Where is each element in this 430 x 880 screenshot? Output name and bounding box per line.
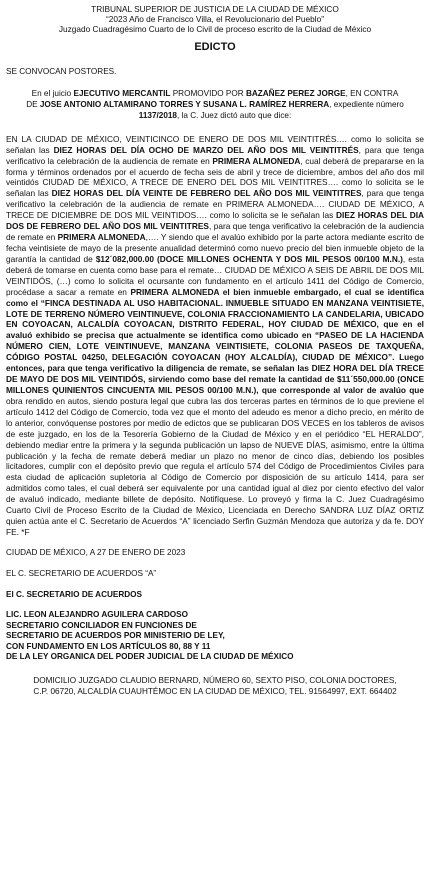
intro-text: , la C. Juez dictó auto que dice: — [177, 111, 292, 120]
body-text: , cual deberá de prepararse en la forma y términos ordenados por el acuerdo de fecha seis de abril y trece de diciembre, ambos del año dos mil veintidós CIUDAD DE MÉXICO, A TRECE DE ENERO DEL DOS MIL VEINTITRES…. como lo solicita se le señalan las — [6, 155, 424, 199]
body-text: , para que tenga verificativo la celebración de la audiencia de remate en — [6, 221, 424, 243]
secretary-title: El C. SECRETARIO DE ACUERDOS — [6, 589, 143, 599]
edict-body — [6, 134, 424, 538]
auction-round: PRIMERA ALMONEDA — [212, 155, 301, 166]
auction-round: PRIMERA ALMONEDA — [57, 232, 146, 243]
auction-date-3: DIEZ HORAS DEL DIA DOS DE FEBRERO DEL AÑO DOS MIL VEINTITRES — [6, 210, 424, 232]
signature-block — [6, 610, 424, 662]
property-description: PRIMERA ALMONEDA el bien inmueble embargado, el cual se identifica como el “FINCA DESTINADA AL USO HABITACIONAL. INMUEBLE SITUADO EN MANZANA VEINTISIETE, LOTE DE TERRENO NÚMERO VEINTINUEVE, COLONIA FRACCIONAMIENTO LA CANDELARIA, UBICADO EN COYOACAN, ALCALDÍA COYOACAN, DISTRITO FEDERAL, HOY CIUDAD DE MÉXICO, que en el avaluó exhibido se precisa que actualmente se identifica como ubicado en “PASEO DE LA HACIENDA NÚMERO CIEN, LOTE VEINTINUEVE, MANZANA VEINTISIETE, COLONIA PASEOS DE TAXQUEÑA, CÓDIGO POSTAL 04250, DELEGACIÓN COYOACAN (HOY ALCALDÍA), CIUDAD DE MÉXICO”. Luego entonces, para que tenga verificativo la diligencia de remate, se señalan las DIEZ HORA DEL DÍA TRECE DE MAYO DE DOS MIL VEINTIDÓS, sirviendo como base del remate la cantidad de $11´550,000.00 (ONCE MILLONES QUINIENTOS CINCUENTA MIL PESOS 00/100 M.N.), que corresponde al valor de avalúo que — [6, 286, 425, 395]
signature-line: SECRETARIO CONCILIADOR EN FUNCIONES DE — [6, 620, 197, 630]
signature-line: CON FUNDAMENTO EN LOS ARTÍCULOS 80, 88 Y 11 — [6, 641, 211, 651]
auction-date-1: DIEZ HORAS DEL DÍA OCHO DE MARZO DEL AÑO DOS MIL VEINTITRÉS — [53, 144, 359, 155]
convocation-line: SE CONVOCAN POSTORES. — [6, 66, 117, 76]
intro-text: En el juicio — [31, 89, 74, 99]
signature-line: LIC. LEON ALEJANDRO AGUILERA CARDOSO — [6, 610, 188, 620]
body-text: obra rendido en autos, siendo postura legal que cubra las dos terceras partes en términos de lo que previene el artículo 1412 del Código de Comercio, toda vez que el monto del adeudo es menor a dicho precio, en mérito de lo anterior, convóquense postores por medio de edictos que se publicaran DOS VECES en los tableros de avisos de este juzgado, en los de la Tesorería Gobierno de la Ciudad de México y en el periódico “EL HERALDO”, debiendo mediar entre la primera y la segunda publicación un lapso de NUEVE DÍAS, asimismo, entre la última publicación y la fecha de remate deberá mediar un plazo no menor de cinco días, debiendo los posibles licitadores, cumplir con el depósito previo que regula el artículo 574 del Código de Procedimientos Civiles para esta ciudad de aplicación supletoria al Código de Comercio por disposición de su artículo 1414, para ser admitidos como tales, el cual deberá ser equivalente por una cantidad igual al diez por ciento efectivo del valor de avaluó indicado, mediante billete de depósito. Notifíquese. Lo proveyó y firma la C. Juez Cuadragésimo Cuarto Civil de Proceso Escrito de la Ciudad de México, Licenciada en Derecho SANDRA LUZ DÍAZ ORTIZ quien actúa ante el C. Secretario de Acuerdos “A” licenciado Serfin Guzmán Mendoza que autoriza y da fe. DOY FE. *F — [6, 395, 424, 537]
intro-text: PROMOVIDO POR — [170, 89, 246, 99]
secretary-a-line: EL C. SECRETARIO DE ACUERDOS “A” — [6, 568, 157, 578]
body-text: ,…. Y siendo que el avalúo exhibido por la parte actora mediante escrito de fecha veintisiete de mayo de la presente anualidad determinó como nuevo precio del bien inmueble objeto de la garantía la cantidad de — [6, 232, 424, 264]
court-division: Juzgado Cuadragésimo Cuarto de lo Civil de proceso escrito de la Ciudad de México — [58, 24, 372, 35]
signature-line: SECRETARIO DE ACUERDOS POR MINISTERIO DE LEY, — [6, 631, 225, 641]
body-text: , para que tenga verificativo la celebración de la audiencia de remate en PRIMERA ALMONEDA…. CIUDAD DE MÉXICO, A TRECE DE DICIEMBRE DE DOS MIL VEINTIDOS…. como lo solicita se le señalan las — [6, 188, 424, 221]
address-line: C.P. 06720, ALCALDÍA CUAUHTÉMOC EN LA CIUDAD DE MÉXICO, TEL. 91564997, EXT. 664402 — [33, 686, 397, 696]
body-text: EN LA CIUDAD DE MÉXICO, VEINTICINCO DE ENERO DE DOS MIL VEINTITRÉS…. como lo solicita se señalan las — [6, 133, 424, 155]
intro-text: , EN CONTRA DE — [26, 89, 399, 110]
case-number: 1137/2018 — [138, 111, 177, 120]
defendants: JOSE ANTONIO ALTAMIRANO TORRES Y SUSANA L. RAMÍREZ HERRERA — [39, 100, 330, 110]
court-header — [6, 4, 424, 35]
court-address — [6, 676, 424, 697]
address-line: DOMICILIO JUZGADO CLAUDIO BERNARD, NÚMERO 60, SEXTO PISO, COLONIA DOCTORES, — [33, 676, 397, 686]
intro-text: , expediente número — [329, 100, 404, 110]
auction-date-2: DIEZ HORAS DEL DÍA VEINTE DE FEBRERO DEL AÑO DOS MIL VEINTITRES — [51, 188, 362, 199]
plaintiff: BAZAÑEZ PEREZ JORGE — [245, 89, 346, 99]
trial-type: EJECUTIVO MERCANTIL — [73, 89, 171, 99]
body-text: , para que tenga verificativo la celebración de la audiencia de remate en — [6, 144, 424, 166]
signature-line: DE LA LEY ORGANICA DEL PODER JUDICIAL DE LA CIUDAD DE MÉXICO — [6, 651, 294, 661]
document-title: EDICTO — [194, 40, 236, 53]
appraisal-amount: $12´082,000.00 (DOCE MILLONES OCHENTA Y DOS MIL PESOS 00/100 M.N.) — [95, 253, 403, 264]
date-line: CIUDAD DE MÉXICO, A 27 DE ENERO DE 2023 — [6, 547, 186, 557]
court-name: TRIBUNAL SUPERIOR DE JUSTICIA DE LA CIUDAD DE MÉXICO — [91, 4, 339, 14]
body-text: , esta deberá de tomarse en cuenta como base para el remate… CIUDAD DE MÉXICO A SEIS DE ABRIL DE DOS MIL VEINTIDÓS, (…) como lo solicita el ocursante con fundamento en el artículo 1411 del Código de Comercio, procédase a sacar a remate en — [6, 253, 424, 297]
case-intro — [6, 89, 424, 121]
year-motto: “2023 Año de Francisco Villa, el Revolucionario del Pueblo” — [106, 14, 324, 25]
